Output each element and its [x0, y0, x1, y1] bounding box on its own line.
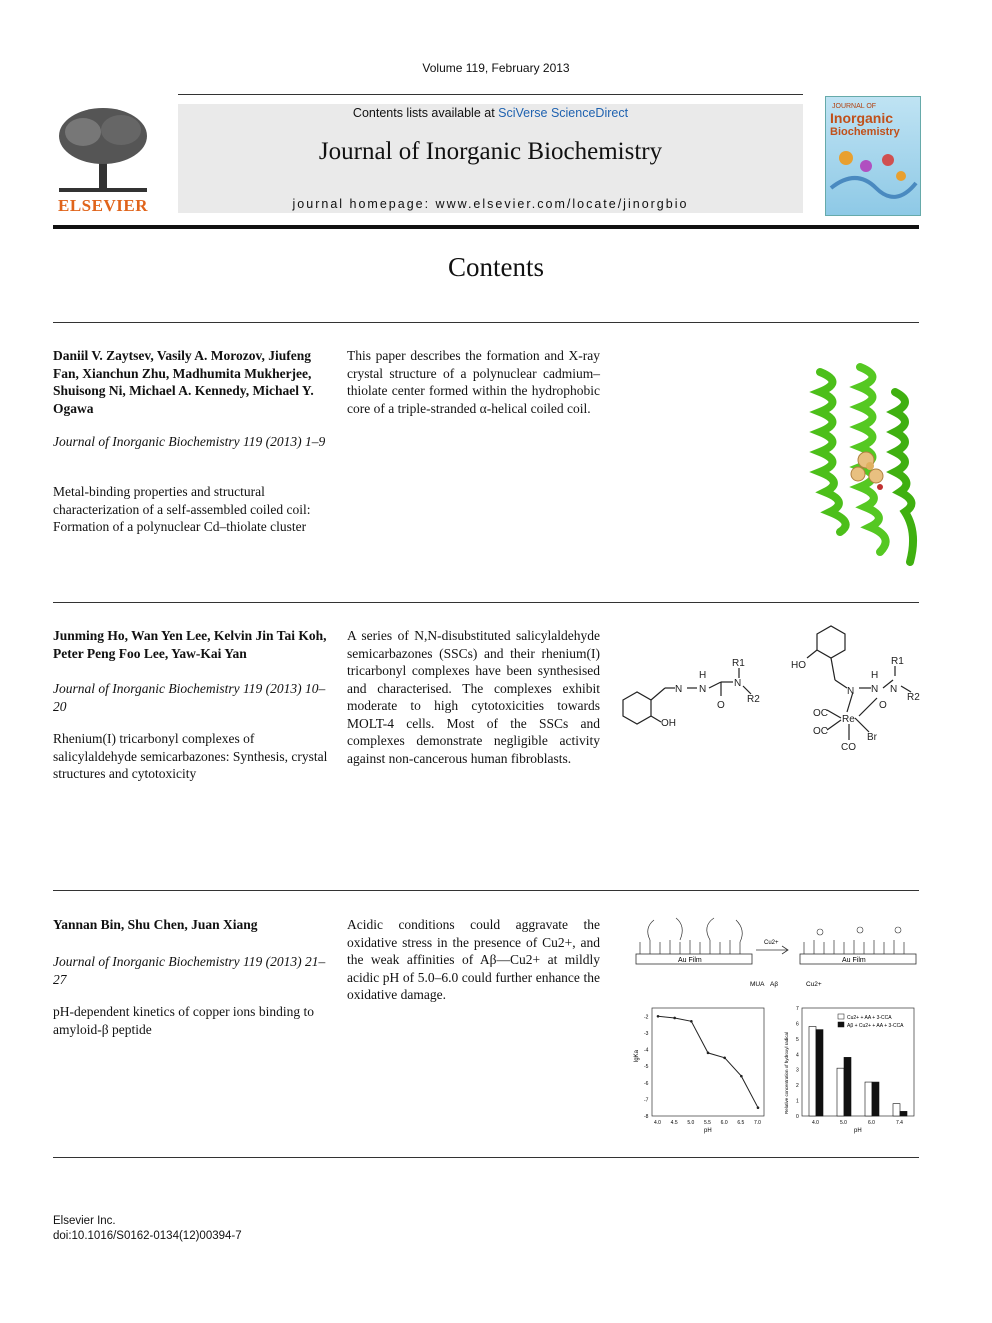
y-axis-label: lgKa	[634, 1049, 640, 1062]
y-tick-label: -2	[644, 1014, 649, 1021]
chem-label: N	[699, 684, 707, 695]
x-tick-label: 7.4	[896, 1120, 903, 1126]
chem-label: HO	[791, 660, 806, 671]
article-2-abstract: A series of N,N-disubstituted salicylaldehyde semicarbazones (SSCs) and their rhenium(I) tricarbonyl complexes have been synthesised and characterised. The complexes exhibit moderate to high cytotoxicities towards MOLT-4 cells. Most of the SSCs and complexes demonstrate negligible activity against non-cancerous human fibroblasts.	[347, 628, 600, 766]
cover-line-3: Biochemistry	[830, 126, 900, 138]
cover-line-1: JOURNAL OF	[832, 103, 877, 110]
page-title: Contents	[447, 252, 544, 282]
x-axis-label: pH	[854, 1128, 862, 1134]
arrow-label: Cu2+	[764, 940, 779, 946]
chem-label: O	[879, 700, 887, 711]
article-3-title[interactable]: pH-dependent kinetics of copper ions binding to amyloid-β peptide	[53, 1004, 314, 1037]
chem-label: R2	[747, 694, 760, 705]
chem-label: H	[871, 670, 879, 681]
lgka-line-chart	[634, 1008, 764, 1134]
data-point	[657, 1015, 660, 1018]
y-tick-label: 6	[796, 1021, 799, 1028]
article-2-authors: Junming Ho, Wan Yen Lee, Kelvin Jin Tai Koh, Peter Peng Foo Lee, Yaw-Kai Yan	[53, 628, 327, 661]
article-2-title[interactable]: Rhenium(I) tricarbonyl complexes of salicylaldehyde semicarbazones: Synthesis, crystal structures and cytotoxicity	[53, 731, 328, 781]
article-1-citation: Journal of Inorganic Biochemistry 119 (2013) 1–9	[53, 434, 326, 449]
chem-label: H	[699, 670, 707, 681]
y-tick-label: -6	[644, 1080, 649, 1087]
y-axis-label: Relative concentration of hydroxyl radical	[784, 1031, 789, 1114]
contents-availability	[178, 106, 803, 120]
contents-prefix: Contents lists available at	[352, 106, 499, 120]
article-1-authors: Daniil V. Zaytsev, Vasily A. Morozov, Jiufeng Fan, Xianchun Zhu, Madhumita Mukherjee, Shuisong Ni, Michael A. Kennedy, Michael Y. Ogawa	[53, 348, 314, 416]
chem-label: CO	[841, 742, 856, 753]
film-label: Au Film	[842, 957, 866, 964]
chem-label: OC	[813, 726, 828, 737]
legend-swatch	[838, 1022, 844, 1027]
cover-line-2: Inorganic	[830, 110, 894, 126]
bar	[809, 1027, 816, 1116]
chem-label: R1	[891, 656, 904, 667]
chem-label: N	[734, 678, 742, 689]
bar	[865, 1082, 872, 1116]
article-2-graphic-chemistry	[615, 622, 925, 757]
article-3-citation: Journal of Inorganic Biochemistry 119 (2013) 21–27	[53, 954, 326, 987]
x-tick-label: 5.5	[704, 1120, 711, 1126]
series-line	[658, 1016, 758, 1107]
y-tick-label: 1	[796, 1098, 799, 1105]
y-tick-label: -4	[644, 1047, 649, 1054]
volume-info: Volume 119, February 2013	[422, 61, 570, 75]
x-tick-label: 4.0	[812, 1120, 819, 1126]
article-3-graphic	[630, 912, 920, 1134]
y-tick-label: -7	[644, 1097, 649, 1104]
chem-label: O	[717, 700, 725, 711]
chem-label: OC	[813, 708, 828, 719]
y-tick-label: 4	[796, 1052, 799, 1059]
chem-label: R1	[732, 658, 745, 669]
y-tick-label: 3	[796, 1067, 799, 1074]
legend-mua: MUA	[750, 981, 765, 988]
data-point	[723, 1057, 726, 1060]
data-point	[673, 1017, 676, 1020]
journal-title: Journal of Inorganic Biochemistry	[318, 138, 663, 165]
y-tick-label: -3	[644, 1030, 649, 1037]
x-tick-label: 6.0	[868, 1120, 875, 1126]
header-thick-rule	[53, 225, 919, 229]
article-1-title[interactable]: Metal-binding properties and structural characterization of a self-assembled coiled coil: Formation of a polynuclear Cd–thiolate cluster	[53, 484, 311, 534]
legend-swatch	[838, 1014, 844, 1019]
au-film-schematic	[636, 918, 916, 988]
article-divider	[53, 322, 919, 323]
sciencedirect-link[interactable]: SciVerse ScienceDirect	[498, 106, 629, 120]
data-point	[707, 1052, 710, 1055]
bar	[893, 1104, 900, 1116]
x-tick-label: 4.5	[670, 1120, 678, 1126]
footer-doi[interactable]: doi:10.1016/S0162-0134(12)00394-7	[53, 1230, 242, 1242]
y-tick-label: 7	[796, 1006, 799, 1012]
chem-label: N	[675, 684, 683, 695]
legend-abeta: Aβ	[770, 981, 779, 988]
article-divider	[53, 1157, 919, 1158]
y-tick-label: 5	[796, 1036, 799, 1043]
legend-label: Aβ + Cu2+ + AA + 3-CCA	[847, 1023, 904, 1029]
chem-label: Br	[867, 732, 877, 743]
chem-label: Re	[842, 714, 855, 725]
y-tick-label: -8	[644, 1114, 649, 1120]
chem-label: OH	[661, 718, 676, 729]
article-divider	[53, 890, 919, 891]
article-1-abstract: This paper describes the formation and X-ray crystal structure of a polynuclear cadmium–thiolate center formed within the hydrophobic core of a triple-stranded α-helical coiled coil.	[347, 348, 600, 416]
chem-label: N	[847, 686, 855, 697]
x-axis-label: pH	[704, 1128, 712, 1134]
x-tick-label: 4.0	[654, 1120, 661, 1126]
chart-frame	[652, 1008, 764, 1116]
film-label: Au Film	[678, 957, 702, 964]
article-divider	[53, 602, 919, 603]
article-1-graphic-protein	[800, 362, 930, 574]
x-tick-label: 5.0	[687, 1120, 695, 1126]
bar	[837, 1068, 844, 1116]
y-tick-label: 2	[796, 1083, 799, 1090]
data-point	[757, 1106, 760, 1109]
chem-label: N	[871, 684, 879, 695]
journal-homepage[interactable]: journal homepage: www.elsevier.com/locate/jinorgbio	[292, 197, 689, 211]
elsevier-wordmark: ELSEVIER	[58, 196, 148, 215]
y-tick-label: 0	[796, 1114, 799, 1120]
header-rule	[178, 94, 803, 95]
x-tick-label: 6.5	[737, 1120, 745, 1126]
x-tick-label: 7.0	[754, 1120, 761, 1126]
article-3-authors: Yannan Bin, Shu Chen, Juan Xiang	[53, 917, 258, 932]
x-tick-label: 5.0	[840, 1120, 847, 1126]
bar	[844, 1057, 851, 1116]
article-2-citation: Journal of Inorganic Biochemistry 119 (2013) 10–20	[53, 681, 326, 714]
bar	[816, 1030, 823, 1116]
bar	[872, 1082, 879, 1116]
chem-label: R2	[907, 692, 920, 703]
x-tick-label: 6.0	[720, 1120, 728, 1126]
hydroxyl-bar-chart	[784, 1006, 914, 1134]
legend-cu: Cu2+	[806, 981, 822, 988]
journal-cover-thumbnail	[825, 96, 921, 216]
data-point	[690, 1020, 693, 1023]
chem-label: N	[890, 684, 898, 695]
y-tick-label: -5	[644, 1064, 649, 1071]
data-point	[740, 1075, 743, 1078]
legend-label: Cu2+ + AA + 3-CCA	[847, 1015, 892, 1021]
footer-publisher: Elsevier Inc.	[53, 1215, 116, 1227]
bar	[900, 1111, 907, 1116]
article-3-abstract: Acidic conditions could aggravate the oxidative stress in the presence of Cu2+, and the weak affinities of Aβ—Cu2+ at mildly acidic pH of 5.0–6.0 could further enhance the oxidative damage.	[347, 917, 600, 1002]
